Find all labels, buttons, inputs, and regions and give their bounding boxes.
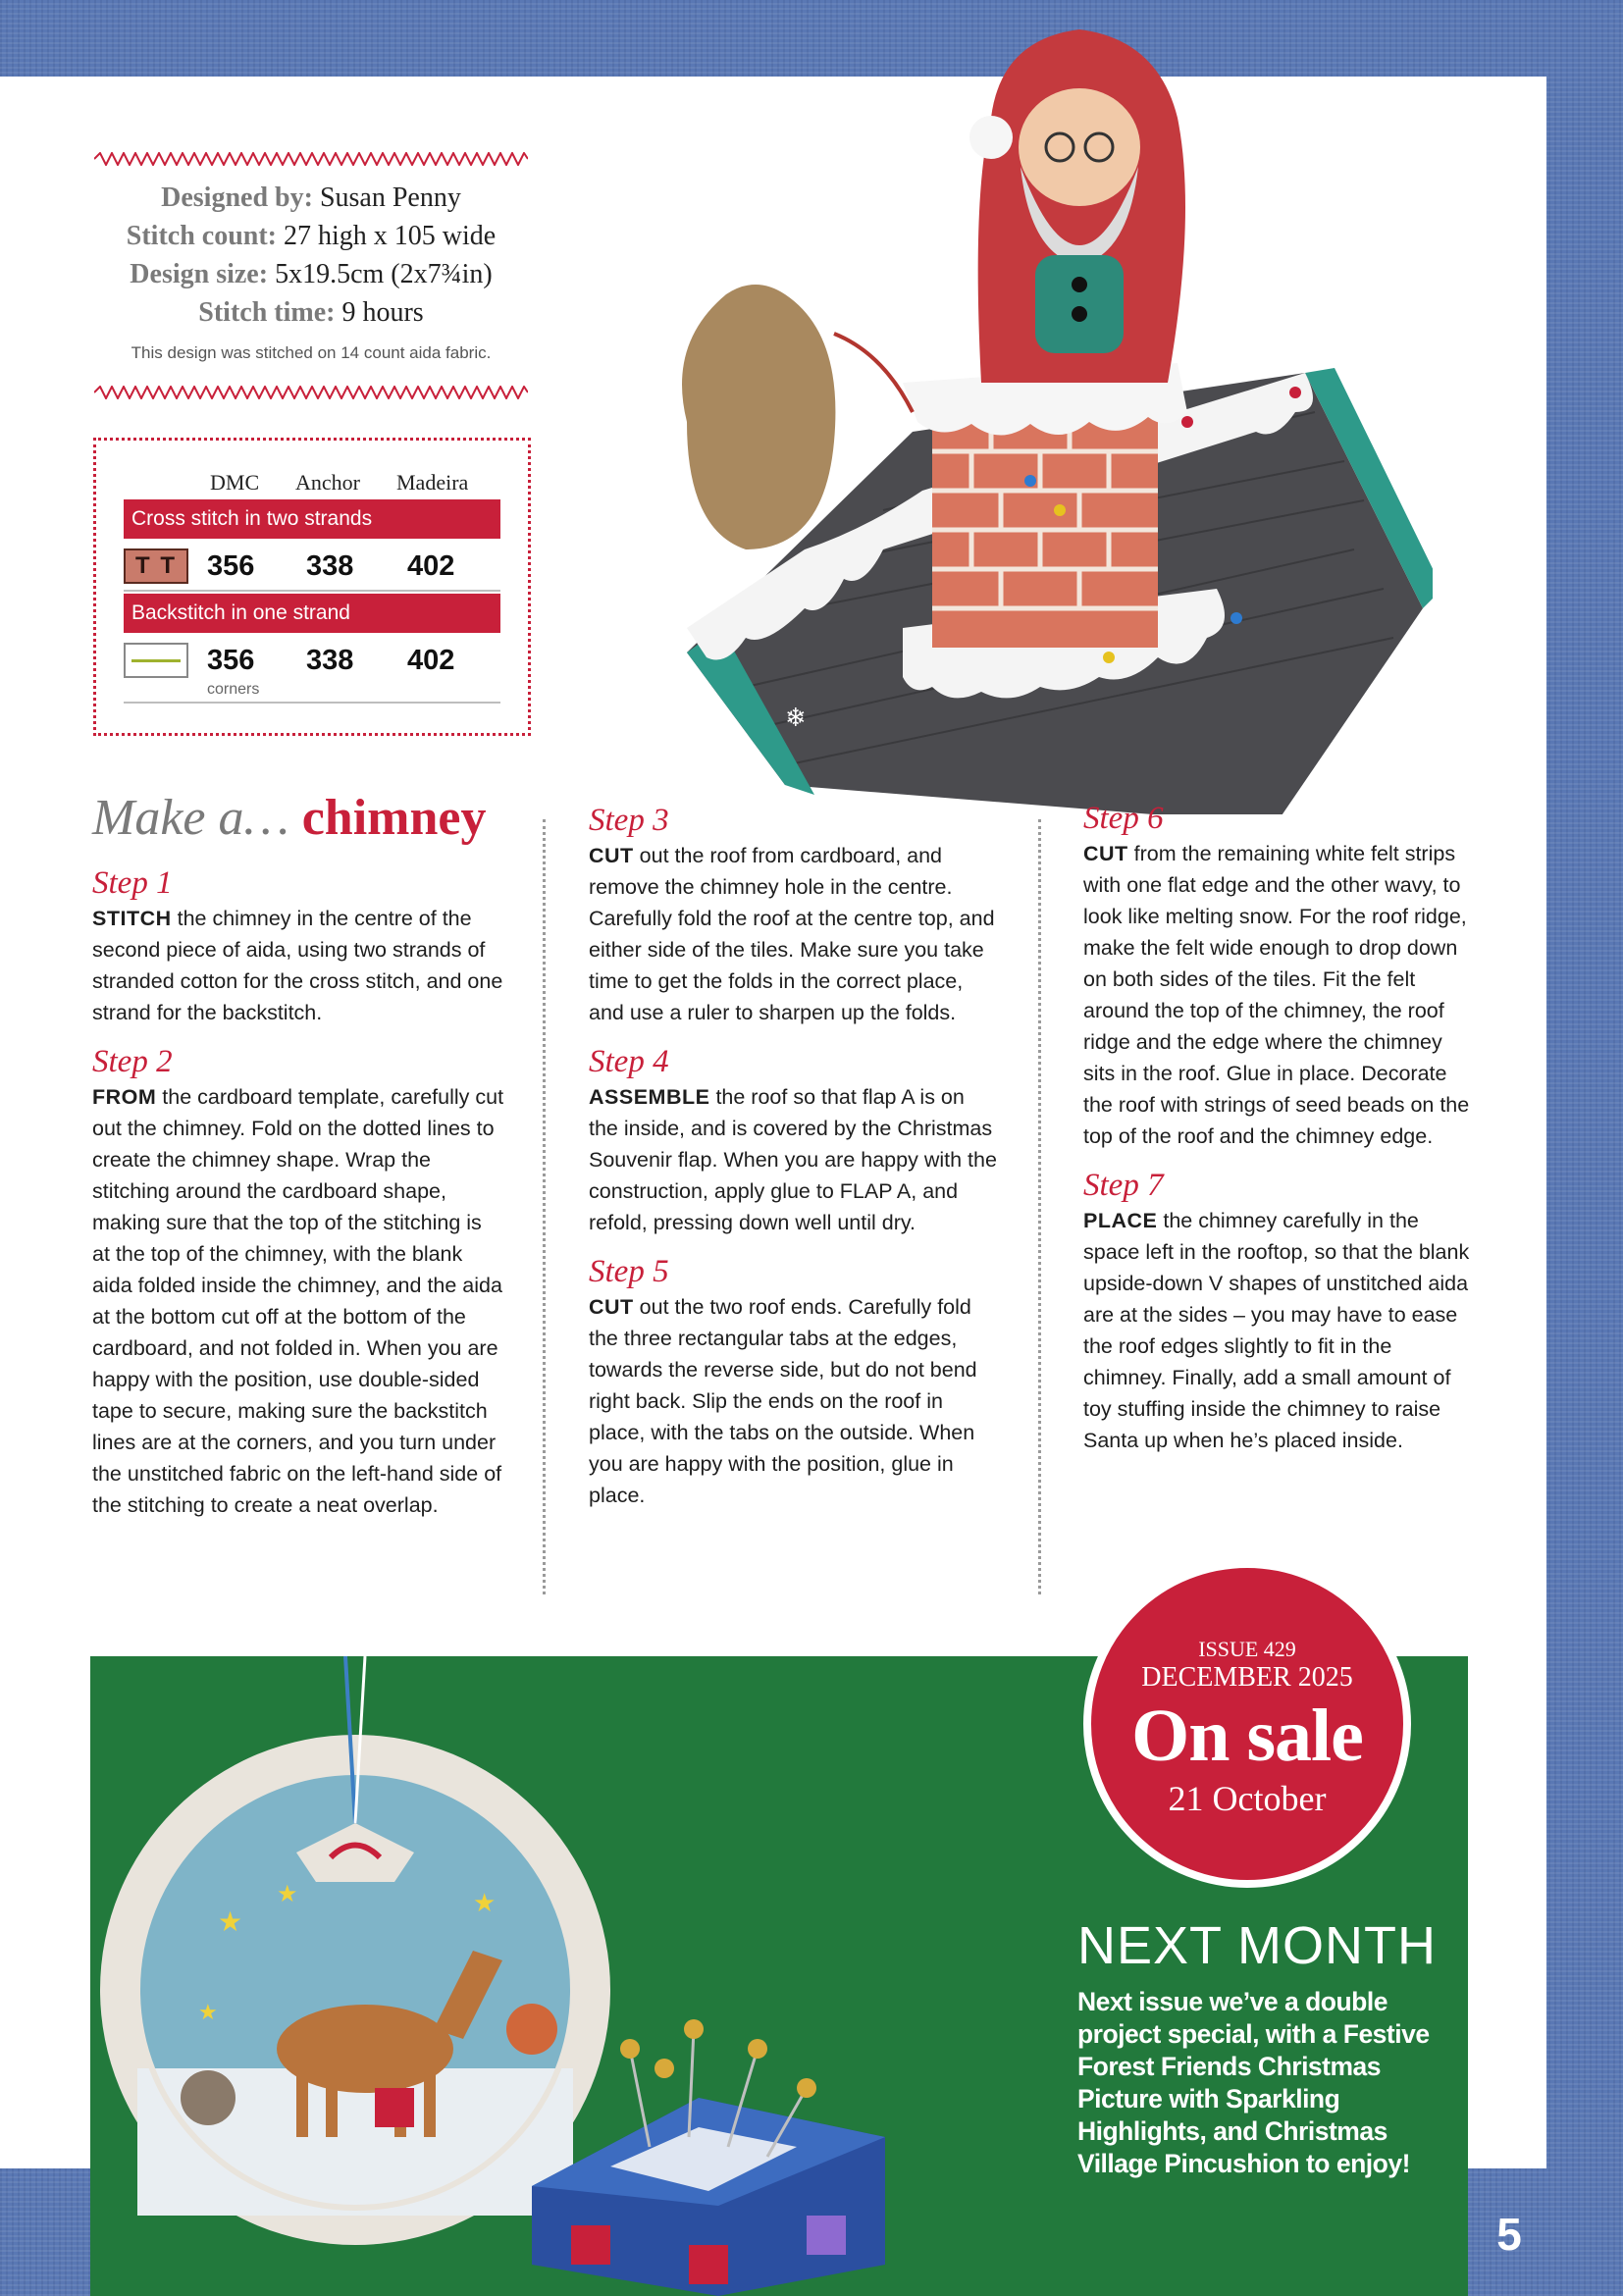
- svg-text:★: ★: [473, 1889, 497, 1918]
- cross-madeira: 402: [407, 550, 455, 582]
- step-2-text: FROM the cardboard template, carefully cut out the chimney. Fold on the dotted lines to create the chimney shape. Wrap the stitching around the cardboard shape, making sure that the top of the stitching is at the top of the chimney, with the blank aida folded inside the chimney, and the aida at the bottom cut off at the bottom of the cardboard, and not folded in. When you are happy with the position, use double-sided tape to secure, making sure the backstitch lines are at the corners, and you turn under the unstitched fabric on the left-hand side of the stitching to create a neat overlap.: [92, 1085, 504, 1517]
- stitch-count-line: Stitch count: 27 high x 105 wide: [126, 221, 497, 251]
- back-dmc: 356: [207, 645, 255, 676]
- designer-line: Designed by: Susan Penny: [161, 183, 461, 213]
- step-6-heading: Step 6: [1083, 801, 1164, 836]
- back-note: corners: [207, 681, 260, 698]
- cross-dmc: 356: [207, 550, 255, 582]
- svg-text:★: ★: [277, 1880, 298, 1907]
- step-7-heading: Step 7: [1083, 1168, 1164, 1203]
- column-divider-2: [1038, 819, 1041, 1594]
- zigzag-divider-top: [94, 152, 528, 166]
- step-3-text: CUT out the roof from cardboard, and remove the chimney hole in the centre. Carefully fold the roof at the centre top, and either side of the tiles. Make sure you take time to get the folds in the correct place, and use a ruler to sharpen up the folds.: [589, 844, 995, 1024]
- badge-issue: ISSUE 429: [1198, 1637, 1296, 1661]
- page-number: 5: [1496, 2209, 1522, 2260]
- key-header-madeira: Madeira: [396, 470, 469, 495]
- step-1-heading: Step 1: [92, 865, 173, 901]
- fabric-note: This design was stitched on 14 count aida fabric.: [131, 343, 492, 362]
- svg-text:★: ★: [218, 1905, 243, 1938]
- step-5-text: CUT out the two roof ends. Carefully fold the three rectangular tabs at the edges, towards the reverse side, but do not bend right back. Slip the ends on the roof in place, with the tabs on the outside. When you are happy with the position, glue in place.: [589, 1295, 977, 1507]
- key-rule-bottom: [124, 702, 500, 704]
- cross-stitch-bar: Cross stitch in two strands: [124, 499, 500, 539]
- key-rule: [124, 590, 500, 592]
- step-5-heading: Step 5: [589, 1254, 669, 1289]
- backstitch-bar: Backstitch in one strand: [124, 594, 500, 633]
- step-6-text: CUT from the remaining white felt strips with one flat edge and the other wavy, to look like melting snow. For the roof ridge, make the felt wide enough to drop down on both sides of the tiles. Fit the felt around the top of the chimney, the roof ridge and the edge where the chimney sits in the roof. Glue in place. Decorate the roof with strings of seed beads on the top of the roof and the chimney edge.: [1083, 842, 1470, 1148]
- backstitch-swatch: [124, 643, 188, 678]
- step-2-heading: Step 2: [92, 1044, 173, 1079]
- step-7-text: PLACE the chimney carefully in the space left in the rooftop, so that the blank upside-down V shapes of unstitched aida are at the sides – you may have to ease the roof edges slightly to fit in the chimney. Finally, add a small amount of toy stuffing inside the chimney to raise Santa up when he’s placed inside.: [1083, 1209, 1470, 1452]
- key-header-anchor: Anchor: [295, 470, 360, 495]
- step-3-heading: Step 3: [589, 803, 669, 838]
- next-month-text: Next issue we’ve a double project special, with a Festive Forest Friends Christmas Picture with Sparkling Highlights, and Christmas Village Pincushion to enjoy!: [1077, 1987, 1430, 2178]
- badge-on-sale: On sale: [1131, 1695, 1363, 1777]
- design-size-line: Design size: 5x19.5cm (2x7¾in): [130, 259, 493, 289]
- column-3: [1083, 799, 1478, 1456]
- on-sale-badge: [1083, 1560, 1411, 1888]
- svg-text:★: ★: [198, 2001, 218, 2025]
- santa-chimney-photo: [648, 0, 1433, 814]
- badge-sale-date: 21 October: [1168, 1779, 1327, 1818]
- thread-key: [93, 438, 531, 736]
- key-header-dmc: DMC: [210, 470, 260, 495]
- column-1: [92, 863, 504, 1521]
- zigzag-divider-bottom: [94, 386, 528, 399]
- back-anchor: 338: [306, 645, 354, 676]
- cross-anchor: 338: [306, 550, 354, 582]
- step-1-text: STITCH the chimney in the centre of the second piece of aida, using two strands of stranded cotton for the cross stitch, and one strand for the backstitch.: [92, 907, 503, 1024]
- svg-text:❄: ❄: [785, 704, 807, 733]
- step-4-text: ASSEMBLE the roof so that flap A is on the inside, and is covered by the Christmas Souvenir flap. When you are happy with the construction, apply glue to FLAP A, and refold, pressing down well until dry.: [589, 1085, 997, 1234]
- step-4-heading: Step 4: [589, 1044, 669, 1079]
- next-month-heading: NEXT MONTH: [1077, 1916, 1438, 1975]
- next-month-projects-photo: [90, 1656, 1042, 2296]
- column-2: [589, 801, 999, 1511]
- column-divider-1: [543, 819, 546, 1594]
- badge-date: DECEMBER 2025: [1141, 1662, 1353, 1693]
- article-title: Make a… chimney: [92, 790, 487, 846]
- cross-stitch-swatch: T T: [124, 548, 188, 584]
- back-madeira: 402: [407, 645, 455, 676]
- burlap-sack: [682, 285, 835, 549]
- stitch-time-line: Stitch time: 9 hours: [198, 297, 424, 328]
